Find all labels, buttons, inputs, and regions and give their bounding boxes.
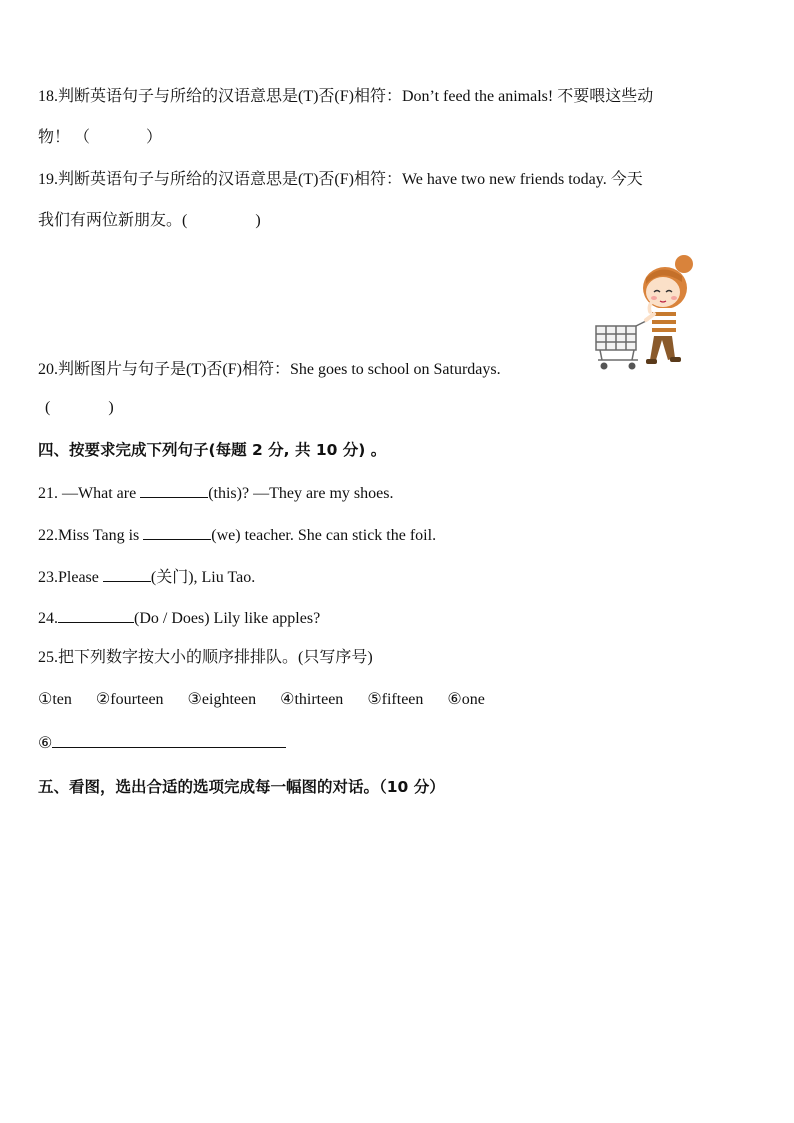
q25-answer-blank[interactable]	[52, 732, 286, 748]
q24	[38, 607, 320, 629]
q25-option-3: ③eighteen	[187, 691, 257, 708]
q25-answer-label: ⑥	[38, 735, 53, 752]
q25-option-4: ④thirteen	[280, 691, 344, 708]
q18-answer-paren-close: ）	[146, 129, 163, 146]
q20-text: 20.判断图片与句子是(T)否(F)相符：She goes to school on Saturdays.	[38, 361, 501, 378]
q20-answer-paren-close: )	[108, 399, 114, 416]
girl-shopping-cart-illustration	[590, 250, 700, 375]
q19-line1: 19.判断英语句子与所给的汉语意思是(T)否(F)相符：We have two new friends today. 今天	[38, 171, 643, 188]
q25-prompt: 25.把下列数字按大小的顺序排排队。(只写序号)	[38, 649, 373, 666]
q24-text-a: 24.	[38, 610, 58, 627]
q20-answer-paren-open: (	[45, 399, 51, 416]
q23-text-a: 23.Please	[38, 569, 103, 586]
q18-line2	[38, 128, 162, 148]
q19-line2	[38, 211, 261, 231]
q25-option-1: ①ten	[38, 691, 72, 708]
q18-answer-paren-open: （	[74, 129, 91, 146]
q21	[38, 482, 393, 504]
q22-text-a: 22.Miss Tang is	[38, 527, 144, 544]
q23-text-b: (关门), Liu Tao.	[150, 569, 256, 586]
q18-line2-text: 物！	[38, 129, 71, 146]
q22	[38, 524, 436, 546]
q23	[38, 566, 255, 588]
q25-answer	[38, 732, 286, 754]
q21-answer-blank[interactable]	[140, 482, 208, 498]
q25-options	[38, 690, 505, 710]
q19-answer-paren-open: (	[182, 212, 188, 229]
section-5-title: 五、看图，选出合适的选项完成每一幅图的对话。（10 分）	[38, 778, 445, 796]
q24-answer-blank[interactable]	[58, 607, 134, 623]
q23-answer-blank[interactable]	[103, 566, 151, 582]
q21-text-a: 21. —What are	[38, 485, 141, 502]
q22-text-b: (we) teacher. She can stick the foil.	[211, 527, 437, 544]
section-4-title: 四、按要求完成下列句子(每题 2 分, 共 10 分) 。	[38, 441, 387, 459]
q21-text-b: (this)? —They are my shoes.	[208, 485, 394, 502]
q19-line2-text: 我们有两位新朋友。	[38, 212, 183, 229]
q19-answer-paren-close: )	[255, 212, 261, 229]
q25-option-6: ⑥one	[447, 691, 485, 708]
q22-answer-blank[interactable]	[143, 524, 211, 540]
q24-text-b: (Do / Does) Lily like apples?	[134, 610, 321, 627]
q25-option-2: ②fourteen	[95, 691, 164, 708]
q20-answer	[45, 398, 114, 418]
q18-line1: 18.判断英语句子与所给的汉语意思是(T)否(F)相符：Don’t feed the animals! 不要喂这些动	[38, 88, 654, 105]
shopping-cart-icon	[596, 320, 648, 360]
q25-option-5: ⑤fifteen	[367, 691, 424, 708]
